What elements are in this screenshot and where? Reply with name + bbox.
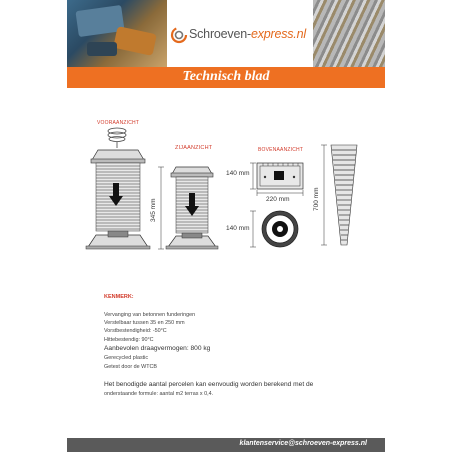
- note-line-2: onderstaande formule: aantal m2 terras x 0,4.: [104, 391, 214, 397]
- side-view-label: ZIJAANZICHT: [175, 145, 213, 151]
- feature-item: Vorstbestendigheid: -50°C: [104, 328, 167, 334]
- footer-bar: [67, 438, 385, 452]
- features-heading: KENMERK:: [104, 294, 134, 300]
- dim-bottom-height: 140 mm: [226, 225, 250, 232]
- feature-item: Hittebestendig: 90°C: [104, 337, 154, 343]
- feature-item: Verstelbaar tussen 35 en 250 mm: [104, 320, 185, 326]
- feature-item: Vervanging van betonnen funderingen: [104, 312, 196, 318]
- dim-top-height: 140 mm: [226, 170, 250, 177]
- brand-domain: express.nl: [250, 27, 306, 41]
- top-view-plate: [250, 163, 303, 196]
- side-view-pedestal: [158, 167, 218, 249]
- front-view-spiral-icon: [108, 128, 126, 148]
- footer-email[interactable]: klantenservice@schroeven-express.nl: [239, 440, 367, 447]
- note-line-1: Het benodigde aantal percelen kan eenvoudig worden berekend met de: [104, 381, 314, 388]
- front-view-pedestal: [86, 150, 150, 249]
- stacked-pedestals: [321, 145, 357, 245]
- dim-side-height: 345 mm: [150, 198, 157, 222]
- brand-name: Schroeven-: [189, 27, 251, 41]
- dim-top-width: 220 mm: [266, 196, 290, 203]
- front-view-label: VOORAANZICHT: [97, 120, 140, 126]
- feature-item: Getest door de WTCB: [104, 364, 158, 370]
- page-title: Technisch blad: [182, 69, 270, 84]
- dim-stack-height: 700 mm: [313, 187, 320, 211]
- top-view-base: [250, 211, 298, 247]
- feature-item: Gerecycled plastic: [104, 355, 149, 361]
- top-view-label: BOVENAANZICHT: [258, 147, 304, 153]
- feature-item: Aanbevolen draagvermogen: 800 kg: [104, 345, 211, 352]
